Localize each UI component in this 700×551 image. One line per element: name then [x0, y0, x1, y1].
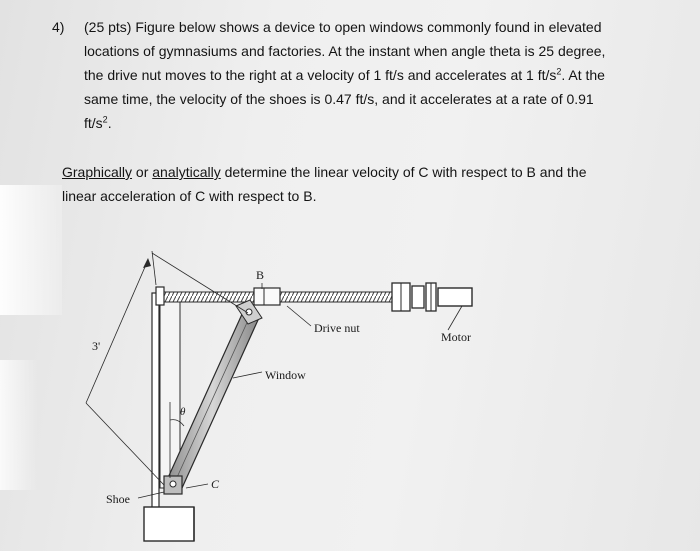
leader-motor	[448, 306, 462, 330]
label-b: B	[256, 268, 265, 282]
problem-text: . At the	[561, 67, 605, 83]
motor	[392, 283, 472, 311]
question-line-2: linear acceleration of C with respect to B.	[62, 188, 317, 204]
problem-text: Figure below shows a device to open windows commonly found in elevated	[135, 19, 602, 35]
problem-number: 4)	[52, 19, 65, 35]
leader-c	[186, 484, 208, 488]
leader-drive-nut	[287, 306, 311, 326]
label-drive-nut: Drive nut	[314, 321, 360, 335]
question-text: determine the linear velocity of C with respect to B and the	[220, 164, 587, 180]
label-c: C	[211, 477, 220, 491]
problem-text: .	[107, 115, 112, 131]
question-analytically: analytically	[152, 164, 221, 180]
label-window: Window	[265, 368, 306, 382]
label-shoe: Shoe	[106, 492, 130, 506]
superscript: 2	[102, 114, 108, 125]
problem-text: the drive nut moves to the right at a velocity of 1 ft/s and accelerates at 1 ft/s	[84, 67, 557, 83]
problem-line-2: locations of gymnasiums and factories. At the instant when angle theta is 25 degree,	[84, 43, 606, 59]
label-theta: θ	[180, 406, 186, 418]
label-motor: Motor	[441, 330, 471, 344]
problem-line-4: same time, the velocity of the shoes is 0.47 ft/s, and it accelerates at a rate of 0.91	[84, 91, 594, 107]
question-graphically: Graphically	[62, 164, 133, 180]
leader-shoe	[138, 492, 164, 498]
window-frame	[144, 293, 194, 541]
leader-window	[233, 372, 262, 378]
shoe	[164, 476, 182, 494]
problem-text: ft/s	[84, 115, 103, 131]
superscript: 2	[556, 66, 562, 77]
problem-points: (25 pts)	[84, 19, 132, 35]
drive-nut	[254, 288, 280, 305]
question-text: or	[132, 164, 153, 180]
window-sash	[167, 312, 258, 488]
label-length: 3'	[92, 339, 101, 353]
